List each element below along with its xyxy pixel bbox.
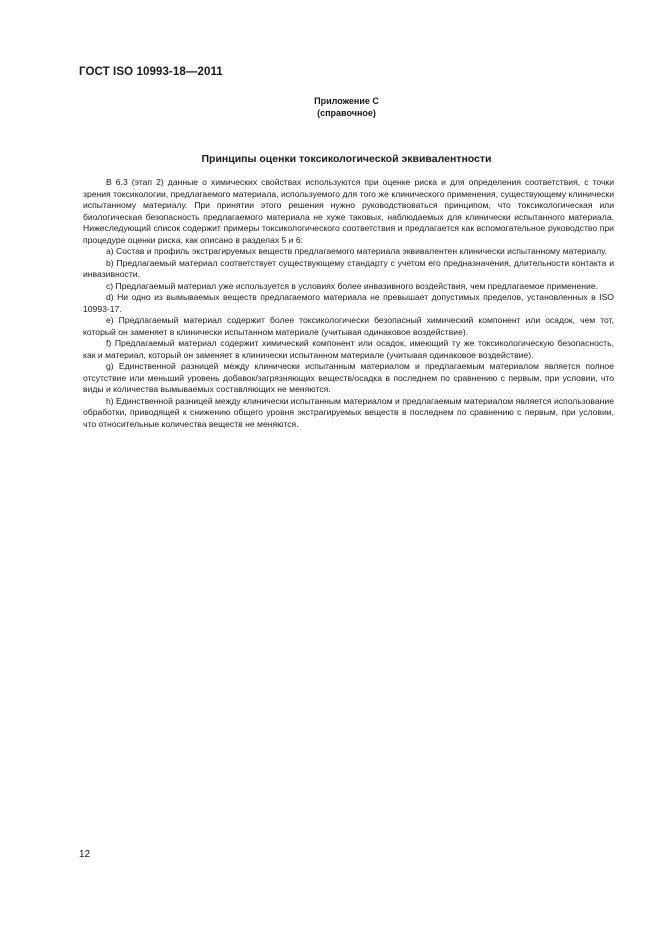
body-text — [83, 177, 614, 430]
annex-type: (справочное) — [317, 108, 376, 118]
list-item-h: h) Единственной разницей между клинически испытанным материалом и предлагаемым материалом является использование обработки, приводящей к снижению общего уровня экстрагируемых веществ в последнем по сравнению с первым, при условии, что относительные количества веществ не меняются. — [83, 395, 614, 429]
list-item-a: a) Состав и профиль экстрагируемых веществ предлагаемого материала эквивалентен клинически испытанному материалу. — [106, 246, 608, 256]
section-title: Принципы оценки токсикологической эквивалентности — [201, 153, 492, 165]
list-item-c: c) Предлагаемый материал уже используется в условиях более инвазивного воздействия, чем предлагаемое применение. — [106, 280, 599, 291]
list-item-b: b) Предлагаемый материал соответствует существующему стандарту с учетом его предназначения, длительности контакта и инвазивности. — [83, 257, 614, 279]
list-item-d: d) Ни одно из вымываемых веществ предлагаемого материала не превышает допустимых пределов, установленных в ISO 10993-17. — [83, 292, 614, 314]
list-item-e: e) Предлагаемый материал содержит более токсикологически безопасный химический компонент или осадок, чем тот, который он заменяет в клинически испытанном материале (учитывая одинаковое воздействие). — [83, 315, 614, 337]
list-item-g: g) Единственной разницей между клинически испытанным материалом и предлагаемым материалом является полное отсутствие или меньший уровень добавок/загрязняющих веществ/осадка в последнем по сравнению с первым, при условии, что виды и количества вымываемых составляющих не меняются. — [83, 361, 614, 394]
document-id: ГОСТ ISO 10993-18—2011 — [79, 66, 223, 78]
intro-paragraph: В 6.3 (этап 2) данные о химических свойствах используются при оценке риска и для определения соответствия, с точки зрения токсикологии, предлагаемого материала, используемого для того же клинического применения, существующему клинически испытанному материалу. При принятии этого решения нужно руководствоваться принципом, что токсикологическая или биологическая безопасность предлагаемого материала не хуже таковых, наблюдаемых для клинически испытанного материала. Нижеследующий список содержит примеры токсикологического соответствия и предлагается как вспомогательное руководство при процедуре оценки риска, как описано в разделах 5 и 6: — [83, 177, 614, 245]
page-number: 12 — [79, 849, 91, 860]
list-item-f: f) Предлагаемый материал содержит химический компонент или осадок, имеющий ту же токсикологическую безопасность, как и материал, который он заменяет в клинически испытанном материале (учитывая одинаковое воздействие). — [83, 338, 614, 360]
annex-label: Приложение С — [314, 96, 379, 106]
annex-heading — [0, 95, 661, 119]
